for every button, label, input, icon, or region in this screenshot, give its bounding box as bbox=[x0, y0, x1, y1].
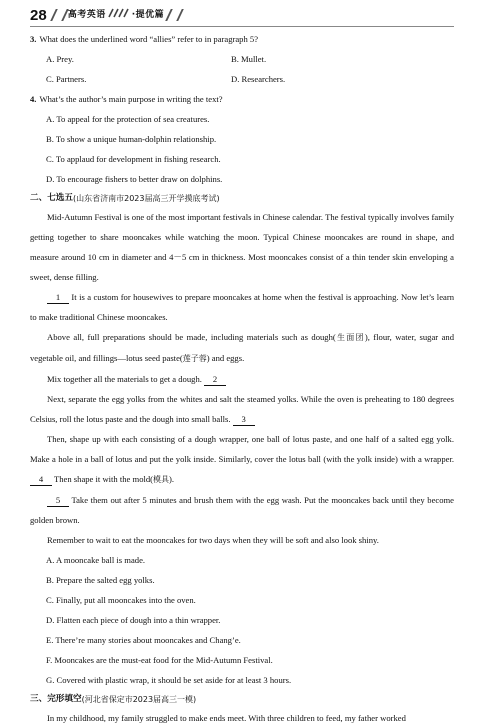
chinese-gloss: 模具 bbox=[153, 475, 170, 484]
slash-decoration-icon bbox=[50, 9, 69, 21]
paragraph-text: Then shape it with the mold( bbox=[52, 474, 154, 484]
paragraph-text: Above all, full preparations should be made, including materials such as dough( bbox=[47, 332, 336, 342]
option-d: D. Flatten each piece of dough into a thin wrapper. bbox=[46, 614, 221, 625]
paragraph-text: Mix together all the materials to get a dough. bbox=[47, 374, 205, 384]
option-g: G. Covered with plastic wrap, it should be set aside for at least 3 hours. bbox=[46, 674, 292, 685]
passage-paragraph-3 bbox=[30, 327, 454, 369]
paragraph-text: ), flour, water, sugar and vegetable oil, and fillings—lotus seed paste( bbox=[30, 332, 454, 363]
answer-blank-4[interactable]: 4 bbox=[30, 473, 52, 486]
section-title: 三、完形填空 bbox=[30, 693, 82, 704]
question-text: What does the underlined word “allies” refer to in paragraph 5? bbox=[39, 33, 259, 44]
section-source: (河北省保定市2023届高三一模) bbox=[81, 694, 197, 704]
option-d: D. Researchers. bbox=[231, 73, 286, 84]
passage-paragraph-1: Mid-Autumn Festival is one of the most important festivals in Chinese calendar. The festival typically involves family getting together to share mooncakes while watching the moon. Typical Chinese mooncakes are round in shape, and measure around 10 cm in diameter and 4－5 cm in thickness. Most mooncakes consist of a thin tender skin enveloping a sweet, dense filling. bbox=[30, 212, 454, 282]
series-logo-graphic bbox=[108, 8, 130, 18]
chinese-gloss: 生面团 bbox=[335, 333, 365, 342]
answer-blank-3[interactable]: 3 bbox=[233, 413, 255, 426]
option-e: E. There’re many stories about mooncakes and Chang’e. bbox=[46, 634, 241, 645]
passage-first-line: In my childhood, my family struggled to make ends meet. With three children to feed, my father worked bbox=[47, 713, 406, 723]
passage-paragraph-8: Remember to wait to eat the mooncakes for two days when they will be soft and also look shiny. bbox=[47, 535, 379, 545]
option-c: C. Partners. bbox=[46, 73, 87, 84]
paragraph-text: Take them out after 5 minutes and brush them with the egg wash. Put the mooncakes back until they become golden brown. bbox=[30, 495, 454, 525]
option-f: F. Mooncakes are the must-eat food for the Mid-Autumn Festival. bbox=[46, 654, 273, 665]
book-subtitle: ·提优篇 bbox=[131, 9, 165, 20]
passage-paragraph-7 bbox=[30, 490, 454, 530]
option-b: B. Prepare the salted egg yolks. bbox=[46, 574, 155, 585]
question-number: 4. bbox=[30, 93, 37, 104]
answer-blank-5[interactable]: 5 bbox=[47, 494, 69, 507]
section-source: (山东省济南市2023届高三开学摸底考试) bbox=[72, 193, 220, 203]
question-3 bbox=[30, 29, 454, 49]
section-heading bbox=[30, 189, 454, 207]
question-text: What’s the author’s main purpose in writing the text? bbox=[39, 93, 223, 104]
question-number: 3. bbox=[30, 33, 37, 44]
paragraph-text: It is a custom for housewives to prepare mooncakes at home when the festival is approaching. Now let’s learn to make traditional Chinese mooncakes. bbox=[30, 292, 454, 322]
option-c: C. To applaud for development in fishing research. bbox=[46, 153, 221, 164]
option-b: B. Mullet. bbox=[231, 53, 267, 64]
section-heading bbox=[30, 690, 454, 708]
paragraph-text: ). bbox=[169, 474, 175, 484]
paragraph-text: Then, shape up with each consisting of a dough wrapper, one ball of lotus paste, and one half of a salted egg yolk. Make a hole in a ball of lotus and put the yolk inside. Similarly, cover the lotus ball (with the yolk inside) with a wrapper. bbox=[30, 434, 454, 464]
passage-paragraph-2 bbox=[30, 287, 454, 327]
option-row bbox=[30, 69, 454, 89]
option-row bbox=[30, 49, 454, 69]
section-title: 二、七选五 bbox=[30, 192, 73, 203]
page-number: 28 bbox=[30, 6, 47, 24]
option-c: C. Finally, put all mooncakes into the oven. bbox=[46, 594, 196, 605]
page-header bbox=[30, 4, 454, 27]
slash-decoration-icon bbox=[165, 9, 184, 21]
answer-blank-2[interactable]: 2 bbox=[204, 373, 226, 386]
passage-paragraph-5 bbox=[30, 389, 454, 429]
option-a: A. A mooncake ball is made. bbox=[46, 554, 146, 565]
option-a: A. Prey. bbox=[46, 53, 74, 64]
passage-paragraph-6 bbox=[30, 429, 454, 490]
answer-blank-1[interactable]: 1 bbox=[47, 291, 69, 304]
option-b: B. To show a unique human-dolphin relationship. bbox=[46, 133, 217, 144]
book-title: 高考英语 bbox=[67, 9, 106, 20]
series-logo-icon bbox=[108, 8, 130, 23]
chinese-gloss: 莲子蓉 bbox=[182, 354, 207, 363]
option-a: A. To appeal for the protection of sea creatures. bbox=[46, 113, 210, 124]
option-d: D. To encourage fishers to better draw on dolphins. bbox=[46, 173, 223, 184]
paragraph-text: ) and eggs. bbox=[206, 353, 245, 363]
paragraph-text: Next, separate the egg yolks from the whites and salt the steamed yolks. While the oven is preheating to 180 degrees Celsius, roll the lotus paste and the dough into small balls. bbox=[30, 394, 454, 424]
question-4 bbox=[30, 89, 454, 109]
passage-paragraph-4 bbox=[30, 369, 454, 389]
